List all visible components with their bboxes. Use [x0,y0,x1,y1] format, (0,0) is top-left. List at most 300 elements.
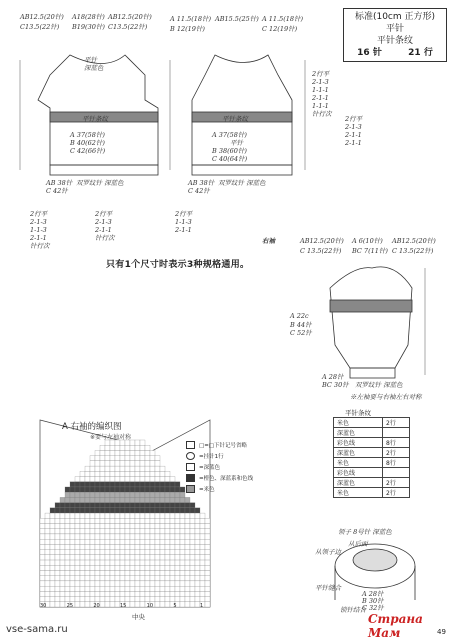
chart-cell [75,518,80,523]
chart-cell [135,471,140,476]
chart-cell [120,456,125,461]
chart-cell [90,597,95,602]
chart-cell [125,534,130,539]
chart-cell [165,487,170,492]
chart-cell [130,487,135,492]
chart-cell [135,555,140,560]
chart-cell [55,518,60,523]
chart-cell [180,539,185,544]
gauge-rows: 21 行 [408,48,433,58]
chart-cell [40,534,45,539]
chart-cell [200,576,205,581]
chart-cell [110,560,115,565]
stripe-color: 彩色线 [334,468,383,478]
chart-cell [105,487,110,492]
chart-cell [40,597,45,602]
chart-cell [115,591,120,596]
chart-cell [55,555,60,560]
chart-cell [55,524,60,529]
chart-cell [85,565,90,570]
chart-cell [125,487,130,492]
chart-cell [160,565,165,570]
chart-cell [70,591,75,596]
chart-cell [85,503,90,508]
chart-cell [70,508,75,513]
chart-cell [155,581,160,586]
chart-cell [165,586,170,591]
chart-cell [80,560,85,565]
chart-cell [145,539,150,544]
chart-cell [185,534,190,539]
chart-cell [60,586,65,591]
chart-cell [90,477,95,482]
chart-cell [45,565,50,570]
chart-cell [135,487,140,492]
collar-label-2: 从领子边 [315,548,341,556]
chart-cell [130,450,135,455]
chart-cell [185,565,190,570]
chart-cell [60,591,65,596]
chart-cell [120,539,125,544]
chart-cell [65,576,70,581]
chart-cell [115,471,120,476]
chart-cell [200,524,205,529]
chart-cell [165,508,170,513]
chart-cell [100,576,105,581]
chart-cell [80,471,85,476]
chart-cell [115,550,120,555]
chart-cell [185,576,190,581]
chart-cell [65,492,70,497]
chart-cell [135,581,140,586]
chart-cell [125,544,130,549]
chart-cell [190,544,195,549]
chart-cell [160,466,165,471]
chart-cell [160,550,165,555]
chart-cell [165,591,170,596]
chart-cell [195,544,200,549]
chart-cell [190,591,195,596]
chart-cell [145,544,150,549]
legend-text-5: =米色 [199,486,215,493]
chart-cell [75,487,80,492]
chart-cell [105,456,110,461]
chart-cell [200,534,205,539]
dec1b-line-2: 2-1-3 [345,123,362,131]
chart-cell [140,503,145,508]
chart-cell [95,450,100,455]
chart-cell [60,597,65,602]
back-top-b: B 12(19针) [170,25,205,33]
chart-cell [135,524,140,529]
chart-cell [55,534,60,539]
chart-cell [100,497,105,502]
back-body-label: 平针 [230,139,243,147]
chart-cell [130,581,135,586]
gauge-stitch-type: 平针 [385,24,404,34]
chart-cell [145,450,150,455]
chart-cell [85,570,90,575]
chart-cell [195,586,200,591]
chart-cell [125,461,130,466]
chart-cell [80,597,85,602]
back-mid-c: C 40(64针) [212,155,248,163]
chart-cell [140,565,145,570]
chart-cell [80,555,85,560]
chart-cell [195,555,200,560]
chart-cell [170,487,175,492]
chart-cell [80,591,85,596]
chart-cell [145,497,150,502]
chart-cell [80,513,85,518]
chart-cell [90,508,95,513]
chart-cell [205,597,210,602]
chart-cell [75,529,80,534]
chart-cell [115,466,120,471]
chart-cell [65,550,70,555]
chart-cell [150,534,155,539]
chart-cell [120,597,125,602]
chart-cell [185,529,190,534]
chart-cell [150,508,155,513]
chart-cell [195,581,200,586]
dec1-line-6: 针行次 [312,110,332,118]
chart-cell [150,456,155,461]
chart-cell [135,576,140,581]
chart-cell [95,477,100,482]
chart-cell [110,539,115,544]
chart-cell [140,539,145,544]
chart-cell [70,560,75,565]
chart-cell [40,544,45,549]
stripe-color: 深蓝色 [334,448,383,458]
chart-cell [160,508,165,513]
chart-cell [50,544,55,549]
chart-cell [95,492,100,497]
chart-cell [100,555,105,560]
chart-cell [170,524,175,529]
chart-cell [160,581,165,586]
chart-cell [120,544,125,549]
chart-cell [155,586,160,591]
chart-cell [145,471,150,476]
chart-cell [85,555,90,560]
chart-cell [115,503,120,508]
stripe-table [333,417,410,498]
chart-cell [165,570,170,575]
legend-item [186,439,316,450]
chart-cell [85,529,90,534]
chart-cell [65,544,70,549]
chart-cell [55,550,60,555]
chart-cell [55,503,60,508]
chart-cell [165,597,170,602]
chart-cell [100,544,105,549]
chart-cell [165,529,170,534]
chart-cell [95,576,100,581]
sleeve-hem-a: A 28针 [322,373,344,381]
chart-cell [60,513,65,518]
chart-cell [125,482,130,487]
chart-cell [160,482,165,487]
chart-cell [125,586,130,591]
chart-cell [160,576,165,581]
chart-cell [100,518,105,523]
chart-cell [190,503,195,508]
chart-cell [115,586,120,591]
front-hem-ab: AB 38针 [46,179,73,187]
chart-cell [190,586,195,591]
chart-cell [55,544,60,549]
chart-cell [170,586,175,591]
chart-cell [155,539,160,544]
chart-cell [85,492,90,497]
chart-cell [110,581,115,586]
chart-cell [175,482,180,487]
chart-cell [160,513,165,518]
chart-cell [115,570,120,575]
sleeve-note: ※左袖要与右袖左右对称 [350,393,422,401]
chart-cell [130,471,135,476]
chart-cell [125,477,130,482]
chart-cell [195,524,200,529]
chart-cell [150,482,155,487]
chart-cell [105,570,110,575]
chart-cell [90,524,95,529]
sleeve-label-c: C 52针 [290,329,312,337]
chart-cell [205,539,210,544]
chart-cell [100,565,105,570]
chart-cell [110,445,115,450]
chart-cell [55,529,60,534]
chart-cell [110,461,115,466]
chart-cell [55,591,60,596]
chart-cell [110,534,115,539]
chart-cell [65,581,70,586]
chart-cell [110,508,115,513]
chart-cell [175,570,180,575]
gauge-stitches: 16 针 [357,48,382,58]
stripe-rows: 2行 [383,448,410,458]
chart-cell [85,482,90,487]
dec2b-line-2: 2-1-3 [95,218,112,226]
dec1b-line-3: 2-1-1 [345,131,362,139]
chart-cell [165,576,170,581]
chart-cell [150,461,155,466]
chart-cell [190,555,195,560]
chart-cell [175,550,180,555]
chart-cell [160,555,165,560]
chart-legend [186,439,316,494]
chart-cell [155,529,160,534]
collar-title: 领子 8号针 深蓝色 [338,528,392,536]
chart-cell [130,466,135,471]
chart-cell [95,513,100,518]
chart-cell [130,482,135,487]
chart-cell [65,508,70,513]
dec2b-line-1: 2行平 [95,210,113,218]
chart-cell [95,586,100,591]
chart-cell [100,445,105,450]
chart-cell [130,508,135,513]
chart-cell [130,597,135,602]
chart-cell [185,597,190,602]
chart-cell [105,560,110,565]
chart-cell [90,570,95,575]
front-hem-c: C 42针 [46,187,68,195]
chart-cell [180,586,185,591]
chart-cell [130,503,135,508]
chart-cell [110,450,115,455]
chart-cell [130,518,135,523]
chart-cell [90,471,95,476]
chart-title: A 右袖的编织图 [62,422,122,432]
chart-cell [125,456,130,461]
chart-cell [205,576,210,581]
chart-cell [110,518,115,523]
chart-cell [135,482,140,487]
chart-cell [120,497,125,502]
chart-cell [60,524,65,529]
chart-cell [50,539,55,544]
back-top-right: A 11.5(18针) [262,15,304,23]
chart-cell [115,477,120,482]
legend-text-4: =橙色、深蓝系和色线 [199,475,254,482]
sleeve-hem-text: 双罗纹针 深蓝色 [355,381,403,389]
dec-chart-1b [345,115,362,147]
chart-cell [170,534,175,539]
stripe-color: 深蓝色 [334,478,383,488]
chart-cell [60,534,65,539]
chart-cell [135,529,140,534]
chart-cell [135,503,140,508]
collar-label-1: 从后面 [348,540,368,548]
chart-cell [140,487,145,492]
chart-cell [65,524,70,529]
chart-cell [50,581,55,586]
dec2c-line-2: 1-1-3 [175,218,192,226]
chart-cell [80,503,85,508]
chart-cell [105,477,110,482]
chart-cell [100,508,105,513]
chart-cell [40,550,45,555]
chart-cell [145,492,150,497]
chart-cell [130,550,135,555]
gauge-title: 标准(10cm 正方形) [354,12,436,22]
legend-text-1: □=□下针记号省略 [199,442,248,449]
legend-item [186,472,316,483]
chart-cell [175,513,180,518]
chart-cell [175,586,180,591]
chart-cell [90,539,95,544]
stripe-table-title: 平针条纹 [345,409,371,417]
back-top-left: A 11.5(18针) [170,15,212,23]
chart-cell [115,555,120,560]
chart-cell [75,508,80,513]
chart-cell [160,477,165,482]
chart-cell [175,555,180,560]
chart-cell [95,597,100,602]
chart-cell [105,466,110,471]
chart-cell [160,518,165,523]
chart-cell [200,565,205,570]
chart-cell [120,450,125,455]
chart-cell [175,534,180,539]
chart-cell [150,591,155,596]
chart-cell [175,518,180,523]
chart-cell [170,508,175,513]
chart-cell [95,539,100,544]
chart-cell [120,477,125,482]
chart-cell [115,581,120,586]
chart-cell [115,497,120,502]
front-top-mid: A18(28针) [72,13,105,21]
chart-cell [130,513,135,518]
chart-cell [145,503,150,508]
chart-cell [145,477,150,482]
chart-cell [80,497,85,502]
chart-cell [185,539,190,544]
chart-cell [70,570,75,575]
chart-cell [125,518,130,523]
chart-cell [85,576,90,581]
chart-cell [205,544,210,549]
front-side-c: C 42(66针) [70,147,106,155]
chart-cell [160,503,165,508]
chart-cell [75,497,80,502]
chart-cell [45,529,50,534]
chart-cell [115,518,120,523]
chart-cell [75,492,80,497]
chart-cell [155,513,160,518]
chart-cell [145,487,150,492]
chart-cell [180,487,185,492]
chart-cell [165,492,170,497]
chart-cell [65,534,70,539]
stripe-row [334,468,410,478]
chart-cell [180,597,185,602]
chart-cell [90,482,95,487]
sleeve-header: 右袖 [262,237,275,245]
chart-cell [165,555,170,560]
chart-cell [125,503,130,508]
chart-cell [175,492,180,497]
chart-cell [175,524,180,529]
chart-cell [185,555,190,560]
chart-cell [125,497,130,502]
dec2b-line-4: 针行次 [95,234,115,242]
chart-cell [65,560,70,565]
chart-cell [190,513,195,518]
chart-cell [150,492,155,497]
chart-cell [50,550,55,555]
dec2c-line-3: 2-1-1 [175,226,192,234]
chart-cell [60,560,65,565]
chart-cell [130,565,135,570]
chart-cell [50,518,55,523]
chart-cell [205,560,210,565]
chart-cell [185,586,190,591]
chart-cell [180,581,185,586]
chart-cell [145,461,150,466]
chart-cell [75,534,80,539]
chart-cell [55,576,60,581]
collar-bottom-c: C 32针 [362,604,384,612]
chart-cell [150,576,155,581]
chart-cell [45,513,50,518]
chart-cell [85,534,90,539]
chart-cell [65,518,70,523]
